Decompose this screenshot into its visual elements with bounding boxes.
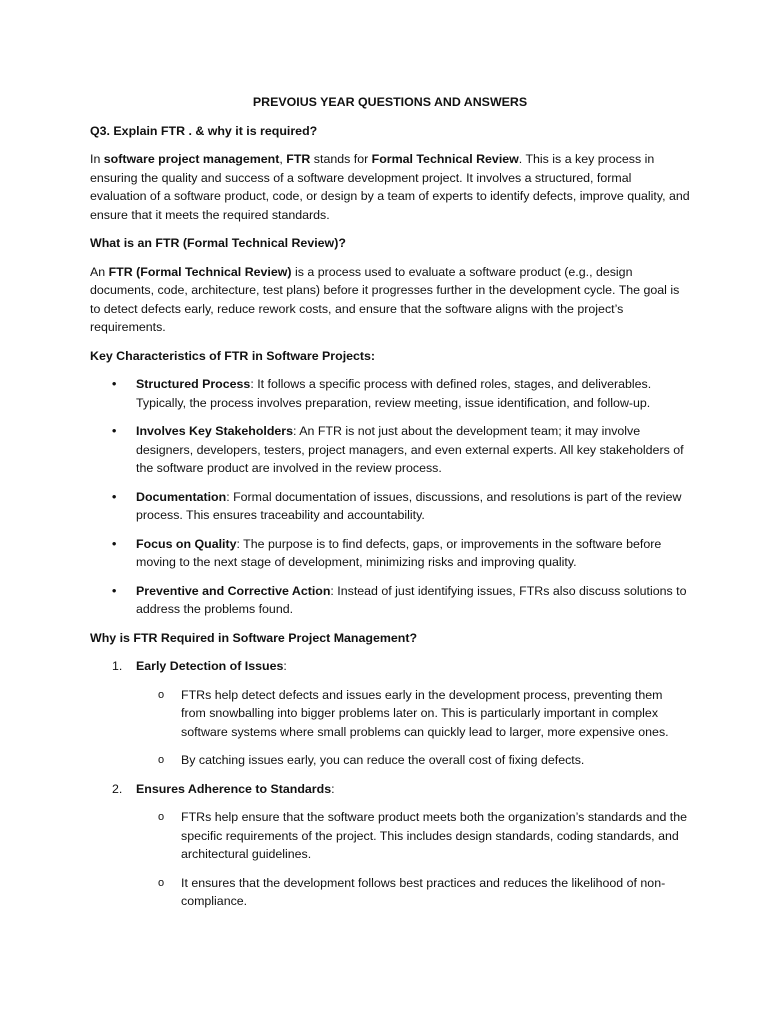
what-paragraph: [90, 263, 690, 337]
intro-text-3: stands for: [310, 152, 372, 166]
list-item: [90, 780, 690, 911]
intro-text-4: . This is a key process in ensuring the quality and success of a software development project. It involves a structured, formal evaluation of a software product, code, or design by a team of experts to identify defects, improve quality, and ensure that it meets the required standards.: [90, 152, 690, 222]
intro-text-2: ,: [279, 152, 287, 166]
question-heading: Q3. Explain FTR . & why it is required?: [90, 123, 318, 138]
item-term: Focus on Quality: [136, 536, 237, 551]
sub-list: [136, 686, 690, 770]
list-item: [90, 582, 690, 619]
item-term: Documentation: [136, 489, 227, 504]
item-number: 2.: [112, 781, 123, 796]
intro-bold-2: FTR: [286, 152, 311, 166]
item-text: : An FTR is not just about the development team; it may involve designers, developers, testers, project managers, and even external experts. All key stakeholders of the software product are involved in the review process.: [136, 424, 684, 475]
what-text-2: is a process used to evaluate a software product (e.g., design documents, code, architecture, test plans) before it progresses further in the development cycle. The goal is to detect defects early, reduce rework costs, and ensure that the software aligns with the project’s requirements.: [90, 264, 680, 334]
item-term: Early Detection of Issues: [136, 659, 284, 673]
circle-bullet-icon: o: [158, 876, 165, 889]
list-item: [90, 375, 690, 412]
sub-list-item: [136, 686, 690, 742]
intro-bold-1: software project management: [103, 152, 280, 166]
item-text: : It follows a specific process with defined roles, stages, and deliverables. Typically, the process involves preparation, review meeting, issue identification, and follow-up.: [136, 377, 652, 410]
key-heading: Key Characteristics of FTR in Software Projects:: [90, 348, 376, 363]
list-item: [90, 535, 690, 572]
sub-list-item: [136, 751, 690, 770]
sub-item-text: FTRs help detect defects and issues early in the development process, preventing them from snowballing into bigger problems later on. This is particularly important in complex software systems where small problems can quickly lead to larger, more expensive ones.: [181, 687, 669, 739]
bullet-icon: •: [112, 489, 117, 504]
sub-item-text: FTRs help ensure that the software product meets both the organization’s standards and the specific requirements of the project. This includes design standards, coding standards, and architectural guidelines.: [181, 810, 688, 861]
page-title: PREVOIUS YEAR QUESTIONS AND ANSWERS: [252, 95, 528, 109]
intro-paragraph: [90, 150, 690, 224]
bullet-icon: •: [112, 424, 117, 438]
characteristics-list: [90, 375, 690, 619]
item-term: Structured Process: [136, 377, 251, 391]
circle-bullet-icon: o: [158, 811, 165, 823]
reasons-list: [90, 657, 690, 911]
item-number: 1.: [112, 659, 123, 673]
intro-bold-3: Formal Technical Review: [371, 152, 519, 166]
item-text: : Formal documentation of issues, discussions, and resolutions is part of the review process. This ensures traceability and accountability.: [136, 489, 682, 522]
list-item: [90, 422, 690, 478]
item-colon: :: [331, 781, 335, 796]
intro-text-1: In: [90, 152, 104, 166]
document-page: [90, 93, 690, 921]
item-text: : Instead of just identifying issues, FTRs also discuss solutions to address the problems found.: [136, 583, 687, 616]
sub-item-text: By catching issues early, you can reduce the overall cost of fixing defects.: [181, 753, 585, 767]
sub-list: [136, 808, 690, 911]
item-text: : The purpose is to find defects, gaps, or improvements in the software before moving to the next stage of development, minimizing risks and improving quality.: [136, 536, 662, 569]
bullet-icon: •: [112, 583, 117, 598]
item-term: Involves Key Stakeholders: [136, 424, 294, 438]
why-heading: Why is FTR Required in Software Project Management?: [90, 630, 418, 645]
what-bold-1: FTR (Formal Technical Review): [108, 264, 292, 279]
sub-list-item: [136, 808, 690, 864]
circle-bullet-icon: o: [158, 688, 165, 701]
what-text-1: An: [90, 264, 109, 279]
what-heading: What is an FTR (Formal Technical Review)?: [90, 236, 346, 250]
item-term: Ensures Adherence to Standards: [136, 781, 332, 796]
sub-list-item: [136, 874, 690, 911]
circle-bullet-icon: o: [158, 754, 165, 766]
bullet-icon: •: [112, 377, 117, 391]
sub-item-text: It ensures that the development follows best practices and reduces the likelihood of non-compliance.: [181, 875, 666, 908]
bullet-icon: •: [112, 536, 117, 551]
item-colon: :: [283, 659, 287, 673]
list-item: [90, 657, 690, 770]
item-term: Preventive and Corrective Action: [136, 583, 331, 598]
list-item: [90, 488, 690, 525]
